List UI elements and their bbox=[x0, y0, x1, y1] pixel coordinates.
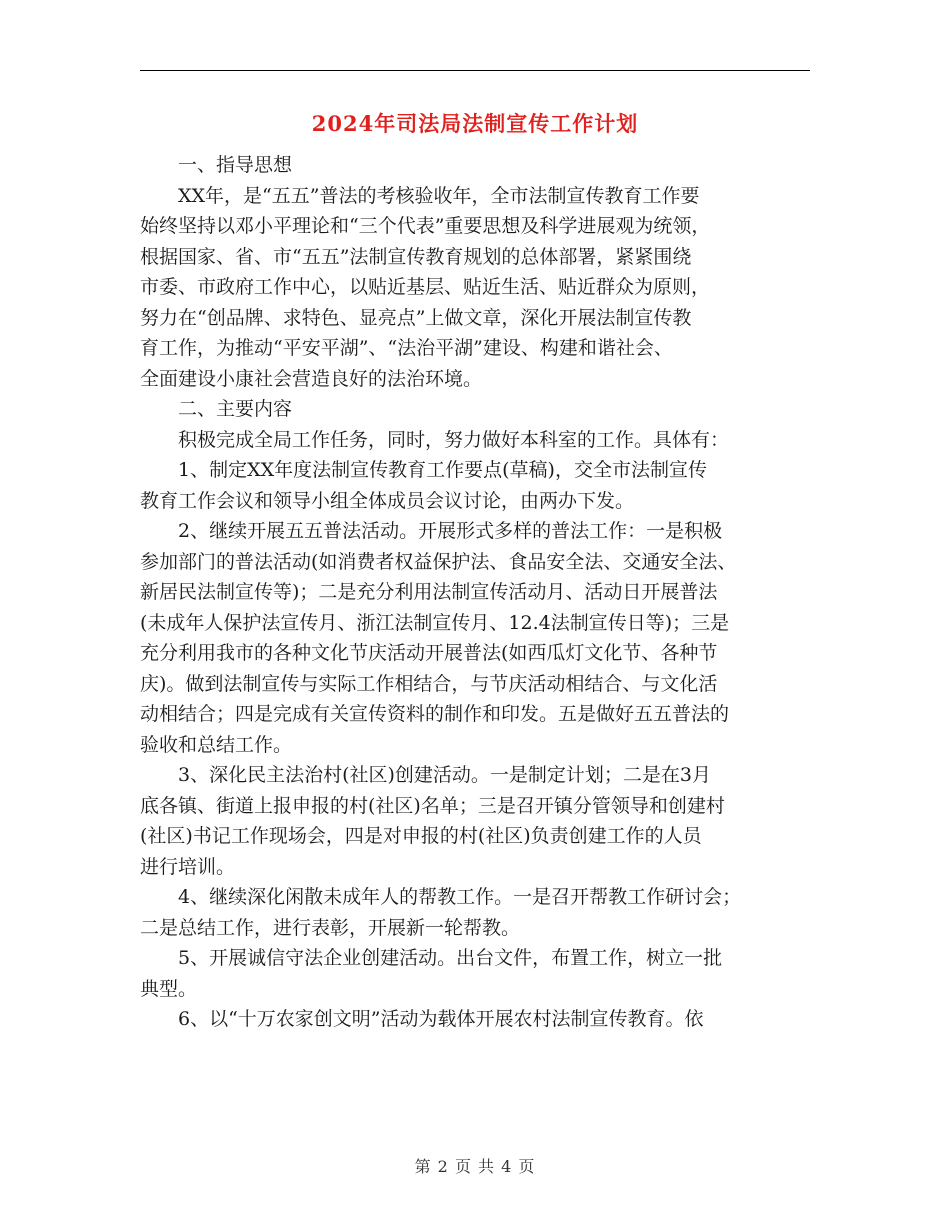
body-line: 参加部门的普法活动(如消费者权益保护法、食品安全法、交通安全法、 bbox=[140, 550, 737, 573]
page-footer: 第 2 页 共 4 页 bbox=[414, 1157, 536, 1176]
body-line: 努力在“创品牌、求特色、显亮点”上做文章，深化开展法制宣传教 bbox=[140, 306, 692, 329]
body-line: 二是总结工作，进行表彰，开展新一轮帮教。 bbox=[140, 916, 521, 939]
body-line: 充分利用我市的各种文化节庆活动开展普法(如西瓜灯文化节、各种节 bbox=[140, 642, 718, 664]
body-line: 积极完成全局工作任务，同时，努力做好本科室的工作。具体有： bbox=[178, 428, 730, 451]
body-line: 进行培训。 bbox=[140, 855, 236, 878]
body-line: 典型。 bbox=[140, 977, 198, 1000]
body-line: 验收和总结工作。 bbox=[140, 733, 293, 756]
body-line: 新居民法制宣传等)；二是充分利用法制宣传活动月、活动日开展普法 bbox=[140, 581, 718, 603]
body-line: 6、以“十万农家创文明”活动为载体开展农村法制宣传教育。依 bbox=[178, 1008, 704, 1030]
body-line: 5、开展诚信守法企业创建活动。出台文件，布置工作，树立一批 bbox=[178, 947, 723, 969]
body-line: (社区)书记工作现场会，四是对申报的村(社区)负责创建工作的人员 bbox=[140, 825, 702, 847]
body-line: XX年，是“五五”普法的考核验收年，全市法制宣传教育工作要 bbox=[178, 184, 700, 207]
body-line: 底各镇、街道上报申报的村(社区)名单；三是召开镇分管领导和创建村 bbox=[140, 794, 725, 817]
document-title: 2024年司法局法制宣传工作计划 bbox=[311, 111, 639, 136]
body-line: 根据国家、省、市“五五”法制宣传教育规划的总体部署，紧紧围绕 bbox=[140, 245, 692, 268]
body-line: 4、继续深化闲散未成年人的帮教工作。一是召开帮教工作研讨会； bbox=[178, 886, 742, 908]
body-line: 市委、市政府工作中心，以贴近基层、贴近生活、贴近群众为原则， bbox=[140, 276, 711, 298]
body-line: 庆)。做到法制宣传与实际工作相结合，与节庆活动相结合、与文化活 bbox=[140, 672, 718, 695]
header-rule bbox=[140, 70, 810, 71]
body-line: 全面建设小康社会营造良好的法治环境。 bbox=[140, 367, 483, 390]
body-line: 3、深化民主法治村(社区)创建活动。一是制定计划；二是在3月 bbox=[178, 764, 712, 786]
body-line: 始终坚持以邓小平理论和“三个代表”重要思想及科学进展观为统领， bbox=[140, 215, 711, 237]
body-line: 育工作，为推动“平安平湖”、“法治平湖”建设、构建和谐社会、 bbox=[140, 337, 673, 359]
body-line: 二、主要内容 bbox=[178, 398, 293, 420]
body-line: (未成年人保护法宣传月、浙江法制宣传月、12.4法制宣传日等)；三是 bbox=[140, 611, 730, 634]
body-line: 动相结合；四是完成有关宣传资料的制作和印发。五是做好五五普法的 bbox=[140, 703, 730, 725]
body-line: 一、指导思想 bbox=[178, 154, 293, 176]
body-line: 2、继续开展五五普法活动。开展形式多样的普法工作：一是积极 bbox=[178, 520, 723, 542]
body-line: 1、制定XX年度法制宣传教育工作要点(草稿)，交全市法制宣传 bbox=[178, 459, 707, 481]
body-line: 教育工作会议和领导小组全体成员会议讨论，由两办下发。 bbox=[140, 489, 635, 512]
document-body bbox=[140, 150, 818, 1035]
